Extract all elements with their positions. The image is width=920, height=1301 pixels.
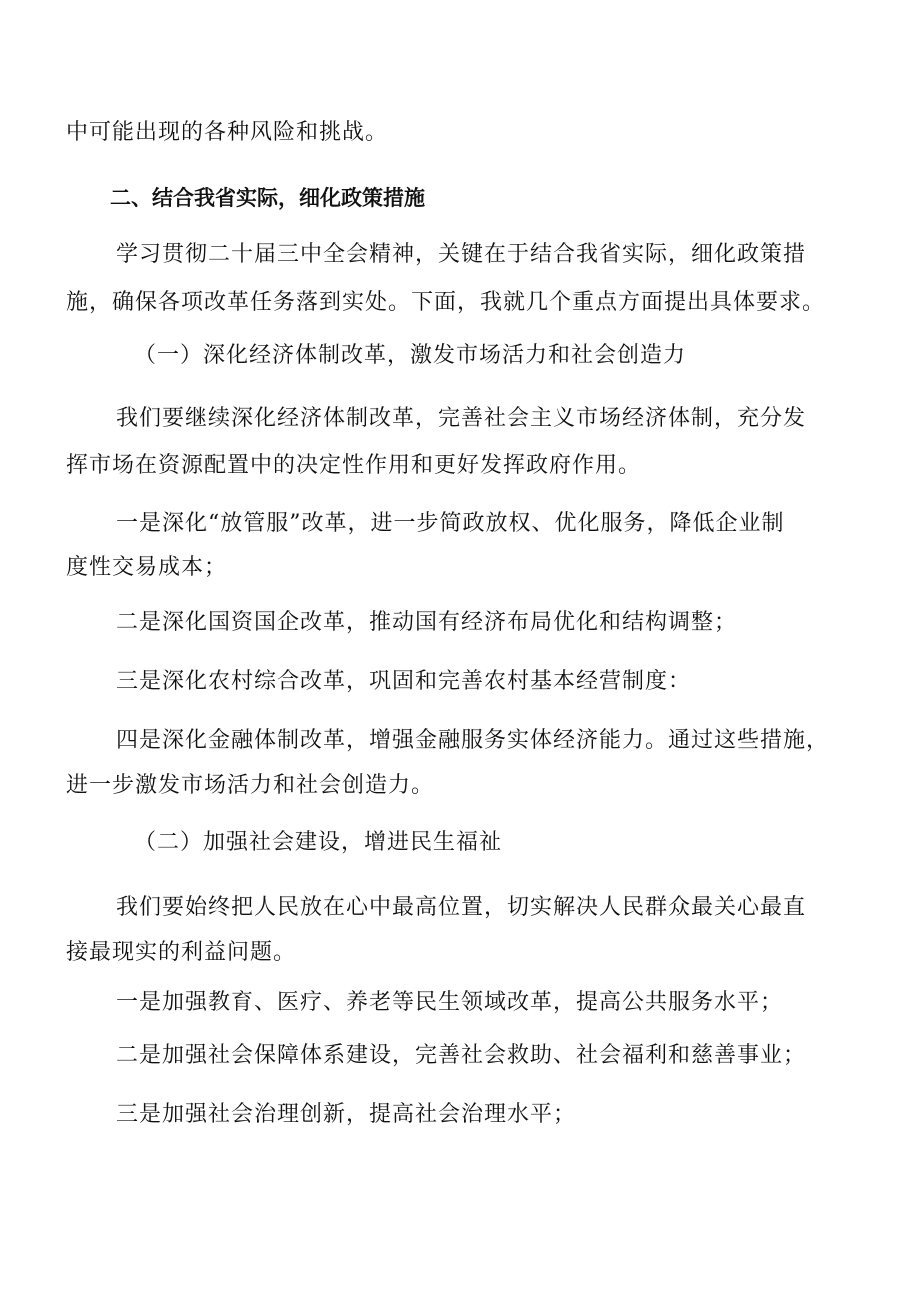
paragraph-line: 一是加强教育、医疗、养老等民生领域改革，提高公共服务水平；	[116, 990, 784, 1015]
subsection-heading: （二）加强社会建设，增进民生福祉	[134, 830, 503, 855]
paragraph-line: 三是深化农村综合改革，巩固和完善农村基本经营制度：	[116, 669, 692, 694]
paragraph-line: 我们要继续深化经济体制改革，完善社会主义市场经济体制，充分发	[116, 406, 807, 431]
paragraph-line: 挥市场在资源配置中的决定性作用和更好发挥政府作用。	[66, 453, 642, 478]
paragraph-line: 进一步激发市场活力和社会创造力。	[66, 773, 435, 798]
paragraph-line: 学习贯彻二十届三中全会精神，关键在于结合我省实际，细化政策措	[116, 242, 807, 267]
paragraph-line: 我们要始终把人民放在心中最高位置，切实解决人民群众最关心最直	[116, 895, 807, 920]
paragraph-line: 一是深化“放管服”改革，进一步简政放权、优化服务，降低企业制	[116, 511, 785, 536]
paragraph-line: 中可能出现的各种风险和挑战。	[66, 120, 389, 145]
paragraph-line: 二是加强社会保障体系建设，完善社会救助、社会福利和慈善事业；	[116, 1043, 807, 1068]
paragraph-line: 四是深化金融体制改革，增强金融服务实体经济能力。通过这些措施，	[116, 728, 830, 753]
paragraph-line: 施，确保各项改革任务落到实处。下面，我就几个重点方面提出具体要求。	[66, 290, 826, 315]
paragraph-line: 接最现实的利益问题。	[66, 940, 297, 965]
paragraph-line: 三是加强社会治理创新，提高社会治理水平；	[116, 1102, 577, 1127]
paragraph-line: 度性交易成本；	[66, 555, 228, 580]
paragraph-line: 二是深化国资国企改革，推动国有经济布局优化和结构调整；	[116, 610, 738, 635]
subsection-heading: （一）深化经济体制改革，激发市场活力和社会创造力	[134, 343, 687, 368]
section-heading: 二、结合我省实际，细化政策措施	[110, 186, 425, 210]
